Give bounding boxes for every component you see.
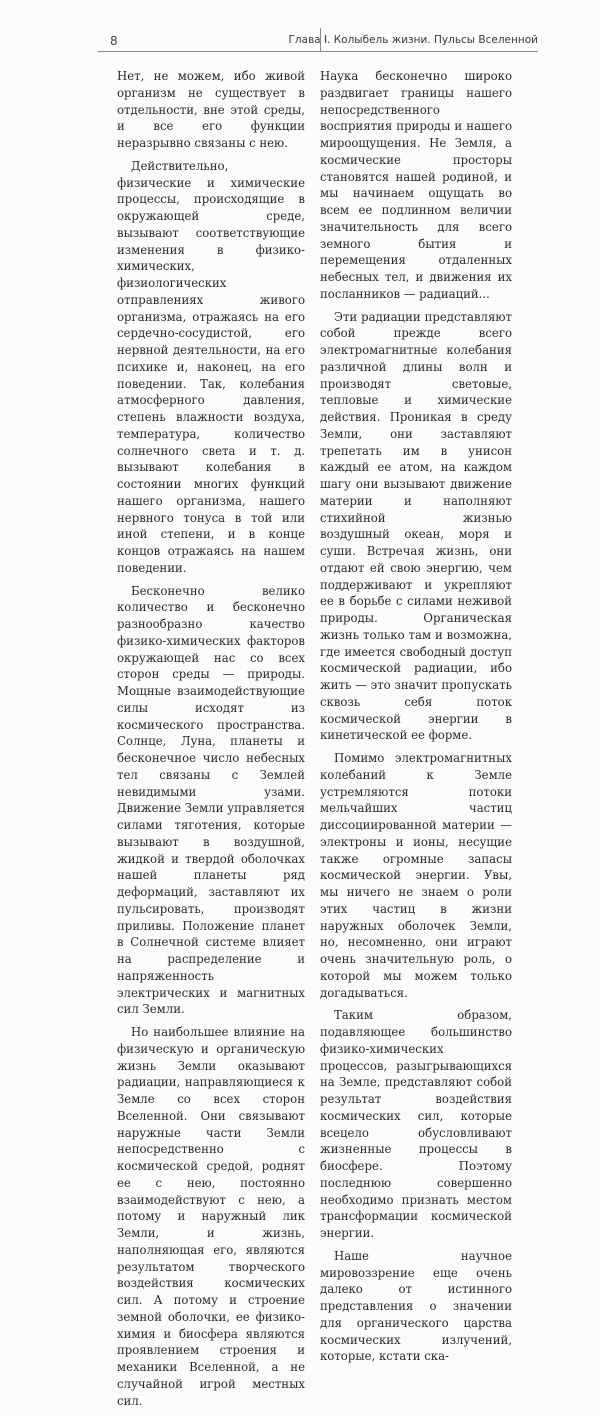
header-divider <box>320 28 321 51</box>
paragraph: Помимо электромагнитных колебаний к Земле устремляются потоки мельчайших частиц диссоциированной материи — электроны и ионы, несущие также огромные запасы космической энергии. Увы, мы ничего не знаем о роли этих частиц в жизни наружных оболочек Земли, но, несомненно, они играют очень значительную роль, о которой мы можем только догадываться. <box>320 751 512 1000</box>
paragraph: Нет, не можем, ибо живой организм не существует в отдельности, вне этой среды, и все его функции неразрывно связаны с нею. <box>117 69 305 150</box>
header-rule <box>98 51 538 52</box>
running-title: Глава I. Колыбель жизни. Пульсы Вселенной <box>288 34 538 46</box>
left-column <box>117 68 305 1415</box>
paragraph: Бесконечно велико количество и бесконечно разнообразно качество физико-химических факторов окружающей нас со всех сторон среды — природы. Мощные взаимодействующие силы исходят из космического пространства. Солнце, Луна, планеты и бесконечное число небесных тел связаны с Землей невидимыми узами. Движение Земли управляется силами тяготения, которые вызывают в воздушной, жидкой и твердой оболочках нашей планеты ряд деформаций, заставляют их пульсировать, производят приливы. Положение планет в Солнечной системе влияет на распределение и напряженность электрических и магнитных сил Земли. <box>117 583 305 1017</box>
paragraph: Эти радиации представляют собой прежде всего электромагнитные колебания различной длины волн и производят световые, тепловые и химические действия. Проникая в среду Земли, они заставляют трепетать им в унисон каждый ее атом, на каждом шагу они вызывают движение материи и наполняют стихийной жизнью воздушный океан, моря и суши. Встречая жизнь, они отдают ей свою энергию, чем поддерживают и укрепляют ее в борьбе с силами неживой природы. Органическая жизнь только там и возможна, где имеется свободный доступ космической радиации, ибо жить — это значит пропускать сквозь себя поток космической энергии в кинетической ее форме. <box>320 309 512 743</box>
paragraph: Но наибольшее влияние на физическую и органическую жизнь Земли оказывают радиации, направляющиеся к Земле со всех сторон Вселенной. Они связывают наружные части Земли непосредственно с космической средой, роднят ее с нею, постоянно взаимодействуют с нею, а потому и наружный лик Земли, и жизнь, наполняющая его, являются результатом творческого воздействия космических сил. А потому и строение земной оболочки, ее физико-химия и биосфера являются проявлением строения и механики Вселенной, а не случайной игрой местных сил. <box>117 1025 305 1408</box>
page-number: 8 <box>110 34 118 48</box>
paragraph: Наше научное мировоззрение еще очень далеко от истинного представления о значении для органического царства космических излучений, которые, кстати ска- <box>320 1248 512 1364</box>
paragraph: Таким образом, подавляющее большинство физико-химических процессов, разыгрывающихся на Земле, представляют собой результат воздействия космических сил, которые всецело обусловливают жизненные процессы в биосфере. Поэтому последнюю совершенно необходимо признать местом трансформации космической энергии. <box>320 1008 512 1240</box>
paragraph: Наука бесконечно широко раздвигает границы нашего непосредственного восприятия природы и нашего мироощущения. Не Земля, а космические просторы становятся нашей родиной, и мы начинаем ощущать во всем ее подлинном величии значительность для всего земного бытия и перемещения отдаленных небесных тел, и движения их посланников — радиаций... <box>320 69 512 301</box>
right-column <box>320 68 512 1371</box>
paragraph: Действительно, физические и химические процессы, происходящие в окружающей среде, вызывают соответствующие изменения в физико-химических, физиологических отправлениях живого организма, отражаясь на его сердечно-сосудистой, его нервной деятельности, на его психике и, наконец, на его поведении. Так, колебания атмосферного давления, степень влажности воздуха, температура, количество солнечного света и т. д. вызывают колебания в состоянии многих функций нашего организма, нашего нервного тонуса в той или иной степени, и в конце концов отражаясь на нашем поведении. <box>117 158 305 575</box>
